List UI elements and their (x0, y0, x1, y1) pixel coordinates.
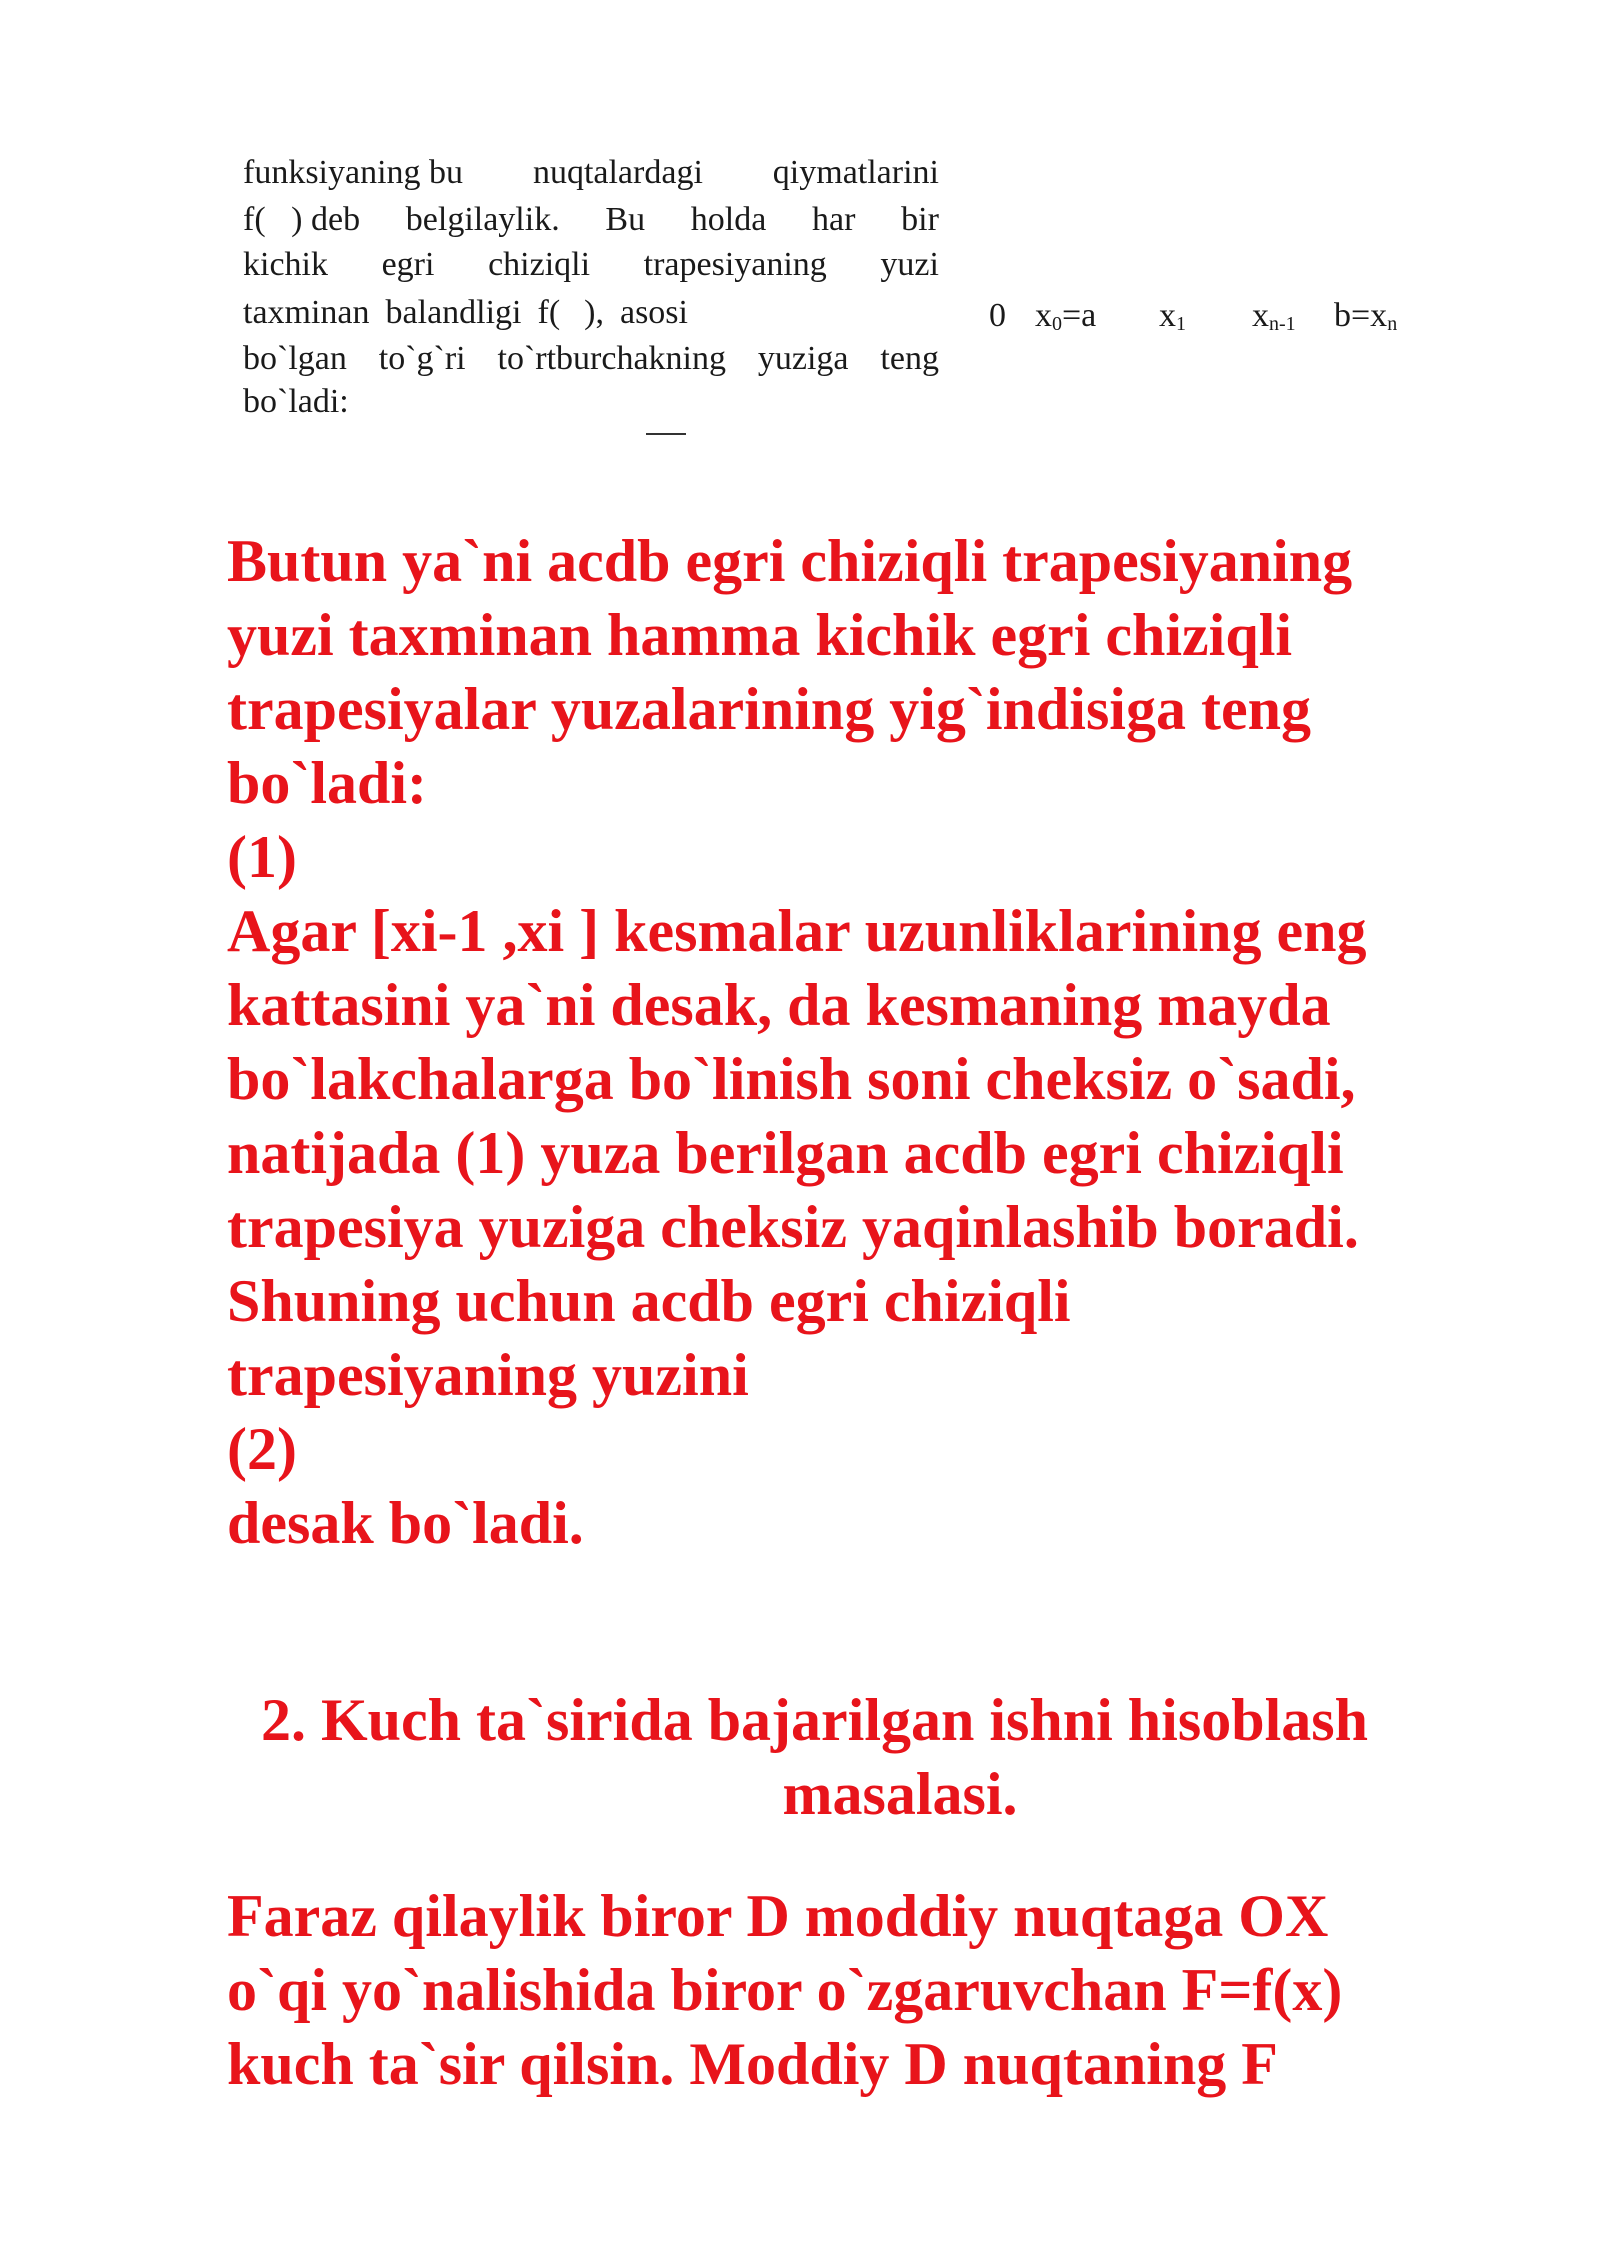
body-line: bo`lakchalarga bo`linish soni cheksiz o`sadi, (227, 1046, 1356, 1112)
intro-word: taxminan (243, 294, 370, 331)
body-line: natijada (1) yuza berilgan acdb egri chiziqli (227, 1120, 1344, 1186)
formula-fraction-bar (646, 433, 686, 435)
intro-word: f( ) deb (243, 201, 361, 238)
axis-label-x1: $x_1$ (1159, 297, 1186, 335)
body-line: kuch ta`sir qilsin. Moddiy D nuqtaning F (227, 2031, 1278, 2097)
body-paragraph-1 (227, 524, 1527, 1560)
intro-word: chiziqli (488, 246, 591, 283)
intro-word: belgilaylik. (405, 201, 560, 238)
body-line: desak bo`ladi. (227, 1490, 584, 1556)
body-line: Faraz qilaylik biror D moddiy nuqtaga OX (227, 1883, 1329, 1949)
axis-label-xn-1: $x_{n-1}$ (1252, 297, 1296, 335)
axis-label-x0: $x_0=a$ (1035, 297, 1097, 335)
body-line: Shuning uchun acdb egri chiziqli (227, 1268, 1071, 1334)
intro-word: nuqtalardagi (532, 154, 703, 191)
intro-word: holda (690, 201, 767, 238)
intro-word: balandligi (385, 294, 522, 331)
intro-word: funksiyaning bu (243, 154, 464, 191)
intro-word: to`g`ri (378, 340, 466, 377)
intro-word: bo`lgan (243, 340, 347, 377)
intro-word: yuzi (880, 246, 939, 283)
section-heading-line: masalasi. (782, 1761, 1018, 1827)
axis-label-b: $b=x_n$ (1334, 297, 1398, 335)
body-paragraph-2 (227, 1879, 1527, 2101)
body-line: trapesiyalar yuzalarining yig`indisiga teng (227, 676, 1311, 742)
intro-word: bo`ladi: (243, 383, 349, 420)
intro-word: yuziga (757, 340, 849, 377)
axis-label-zero: 0 (989, 297, 1006, 334)
intro-word: asosi (619, 294, 688, 331)
body-line: trapesiyaning yuzini (227, 1342, 749, 1408)
axis-labels (989, 296, 1429, 336)
intro-word: ), (584, 294, 604, 331)
section-heading-line: 2. Kuch ta`sirida bajarilgan ishni hisoblash (261, 1687, 1368, 1753)
intro-line (243, 382, 939, 422)
intro-line (243, 293, 939, 333)
equation-number: (1) (227, 824, 297, 890)
body-line: bo`ladi: (227, 750, 428, 816)
body-line: Butun ya`ni acdb egri chiziqli trapesiyaning (227, 528, 1353, 594)
body-line: trapesiya yuziga cheksiz yaqinlashib boradi. (227, 1194, 1359, 1260)
intro-word: bir (901, 201, 939, 238)
intro-word: f( (537, 294, 561, 331)
intro-word: teng (880, 340, 939, 377)
body-line: Agar [xi-1 ,xi ] kesmalar uzunliklarining eng (227, 898, 1367, 964)
intro-line (243, 245, 939, 285)
section-heading (227, 1683, 1527, 1831)
body-line: kattasini ya`ni desak, da kesmaning mayda (227, 972, 1331, 1038)
intro-word: qiymatlarini (772, 154, 939, 191)
body-line: yuzi taxminan hamma kichik egri chiziqli (227, 602, 1293, 668)
intro-line (243, 153, 939, 193)
intro-word: egri (381, 246, 435, 283)
intro-word: kichik (243, 246, 328, 283)
intro-line (243, 339, 939, 379)
intro-word: trapesiyaning (643, 246, 827, 283)
intro-word: to`rtburchakning (497, 340, 726, 377)
intro-word: Bu (605, 201, 646, 238)
equation-number: (2) (227, 1416, 297, 1482)
body-line: o`qi yo`nalishida biror o`zgaruvchan F=f(x) (227, 1957, 1343, 2023)
intro-line (243, 200, 939, 240)
intro-word: har (812, 201, 856, 238)
